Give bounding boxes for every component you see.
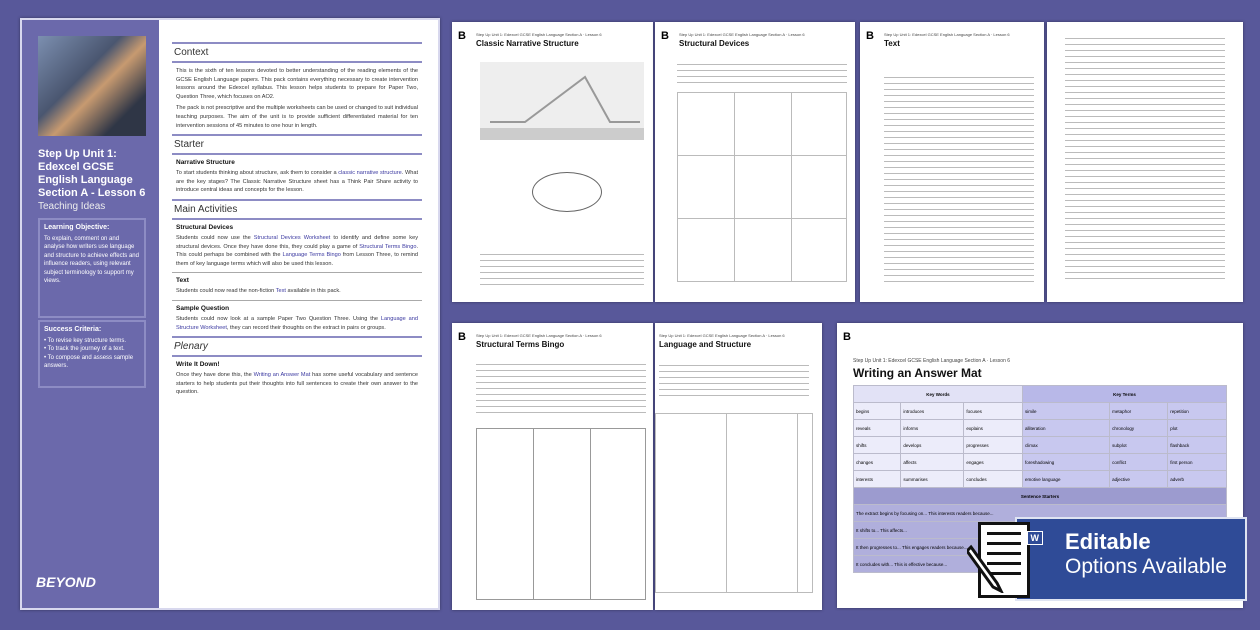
bingo-word-list — [476, 363, 646, 418]
key-term-cell: subplot — [1110, 437, 1168, 454]
key-word-cell: changes — [854, 454, 901, 471]
starter-heading: Starter — [172, 134, 422, 155]
bingo-grid — [476, 428, 646, 600]
thumb-title: Classic Narrative Structure — [476, 39, 579, 48]
key-term-cell: emotive language — [1022, 471, 1109, 488]
key-word-cell: summarises — [901, 471, 964, 488]
thumb-title: Text — [884, 39, 900, 48]
key-term-cell: repetition — [1168, 403, 1227, 420]
mat-row — [854, 403, 1227, 420]
thumb-header: Step Up Unit 1: Edexcel GCSE English Language Section A · Lesson 6 — [884, 32, 1010, 37]
plenary-subheading: Write It Down! — [176, 361, 220, 369]
thumb-header: Step Up Unit 1: Edexcel GCSE English Language Section A · Lesson 6 — [476, 333, 602, 338]
key-word-cell: shifts — [854, 437, 901, 454]
criteria-item: • To revise key structure terms. — [44, 337, 127, 344]
lesson-plan-page — [20, 18, 440, 610]
criteria-item: • To compose and assess sample answers. — [44, 354, 134, 369]
key-word-cell: develops — [901, 437, 964, 454]
success-criteria-box — [38, 320, 146, 388]
learning-objective-heading: Learning Objective: — [44, 224, 110, 231]
answer-mat-link[interactable]: Writing an Answer Mat — [253, 372, 311, 379]
sample-question-subheading: Sample Question — [176, 304, 230, 312]
sentence-starter: It shifts to... This affects... — [854, 522, 1227, 539]
text-lines — [659, 361, 809, 401]
key-word-cell: begins — [854, 403, 901, 420]
main-activities-heading: Main Activities — [172, 199, 422, 220]
plenary-heading: Plenary — [172, 336, 422, 357]
thumbnail-language-structure[interactable] — [655, 323, 822, 610]
key-term-cell: conflict — [1110, 454, 1168, 471]
key-term-cell: foreshadowing — [1022, 454, 1109, 471]
sample-question-text: Students could now look at a sample Paper Two Question Three. Using the Language and Structure Worksheet, they can record their thoughts on the extract in pairs or groups. — [176, 315, 418, 331]
thumbnail-text[interactable] — [860, 22, 1044, 302]
thumbnail-structural-devices[interactable] — [655, 22, 855, 302]
key-term-cell: simile — [1022, 403, 1109, 420]
structural-bingo-link[interactable]: Structural Terms Bingo — [359, 243, 417, 250]
language-structure-link[interactable]: Language and Structure Worksheet — [176, 315, 418, 331]
mat-header: Step Up Unit 1: Edexcel GCSE English Language Section A · Lesson 6 — [853, 358, 1011, 364]
mat-title: Writing an Answer Mat — [853, 366, 982, 380]
word-icon: W — [1027, 531, 1044, 545]
beyond-b-icon: B — [458, 331, 466, 343]
text-lines — [884, 72, 1034, 287]
key-word-cell: focuses — [964, 403, 1023, 420]
text-lines — [677, 62, 847, 88]
learning-objective-box — [38, 218, 146, 318]
language-bingo-link[interactable]: Language Terms Bingo — [282, 252, 341, 259]
badge-line-2: Options Available — [1065, 555, 1227, 578]
text-lines — [1065, 34, 1225, 284]
lesson-content — [172, 38, 422, 400]
classic-narrative-link[interactable]: classic narrative structure — [338, 170, 402, 177]
starter-subheading: Narrative Structure — [176, 159, 235, 167]
beyond-b-icon: B — [866, 30, 874, 42]
text-activity: Students could now read the non-fiction Text available in this pack. — [176, 288, 341, 295]
key-term-cell: plot — [1168, 420, 1227, 437]
key-term-cell: alliteration — [1022, 420, 1109, 437]
key-words-heading: Key Words — [854, 386, 1023, 403]
key-terms-heading: Key Terms — [1022, 386, 1226, 403]
thumb-title: Language and Structure — [659, 340, 752, 349]
sentence-starter: It then progresses to... This engages readers because... — [854, 539, 1227, 556]
structural-devices-text: Students could now use the Structural Devices Worksheet to identify and define some key structural devices. Once they have done this, they could play a game of Structural Terms Bingo. This could perhaps be combined with the Language Terms Bingo from Lesson Three, to remind them of key language terms which will also be used this lesson. — [176, 234, 419, 267]
key-word-cell: explains — [964, 420, 1023, 437]
lesson-subtitle: Teaching Ideas — [38, 201, 106, 212]
key-word-cell: interests — [854, 471, 901, 488]
key-word-cell: reveals — [854, 420, 901, 437]
editable-options-badge[interactable] — [1015, 517, 1247, 601]
mat-row — [854, 471, 1227, 488]
key-term-cell: flashback — [1168, 437, 1227, 454]
mat-row — [854, 437, 1227, 454]
learning-objective-text: To explain, comment on and analyse how writers use language and structure to achieve effects and influence readers, using relevant subject terminology to support my views. — [44, 235, 139, 284]
thumbnail-text-continued[interactable] — [1047, 22, 1243, 302]
thumbnail-structural-bingo[interactable] — [452, 323, 653, 610]
criteria-item: • To track the journey of a text. — [44, 346, 125, 352]
narrative-diagram — [480, 62, 644, 140]
sentence-starter: It concludes with... This is effective because... — [854, 556, 1227, 573]
devices-table — [677, 92, 847, 282]
context-paragraph: The pack is not prescriptive and the multiple worksheets can be used or changed to suit individual teaching purposes. The aim of the unit is to provide sufficient differentiated material for ten intervention sessions of 45 minutes to one hour in length. — [176, 105, 418, 129]
edit-document-icon — [978, 522, 1039, 598]
divider — [172, 272, 422, 273]
key-word-cell: affects — [901, 454, 964, 471]
key-word-cell: engages — [964, 454, 1023, 471]
lesson-title: Step Up Unit 1: Edexcel GCSE English Language Section A - Lesson 6 — [38, 148, 146, 199]
key-term-cell: metaphor — [1110, 403, 1168, 420]
thought-cloud — [532, 172, 602, 212]
key-word-cell: informs — [901, 420, 964, 437]
plenary-text: Once they have done this, the Writing an Answer Mat has some useful vocabulary and sentence starters to help students put their thoughts into full sentences to create their own answer to the question. — [176, 372, 418, 396]
badge-line-1: Editable — [1065, 529, 1151, 554]
student-writing-photo — [38, 36, 146, 136]
beyond-logo: BEYOND — [36, 574, 96, 590]
analysis-table — [655, 413, 813, 593]
starter-text: To start students thinking about structure, ask them to consider a classic narrative structure. What are the key stages? The Classic Narrative Structure sheet has a Think Pair Share activity to introduce central ideas and concepts for the lesson. — [176, 170, 418, 194]
context-heading: Context — [172, 42, 422, 63]
text-link[interactable]: Text — [275, 288, 286, 295]
thumb-header: Step Up Unit 1: Edexcel GCSE English Language Section A · Lesson 6 — [476, 32, 602, 37]
sentence-starters-heading: Sentence Starters — [854, 488, 1227, 505]
beyond-b-icon: B — [661, 30, 669, 42]
lesson-sidebar — [22, 20, 159, 608]
beyond-b-icon: B — [458, 30, 466, 42]
key-term-cell: adjective — [1110, 471, 1168, 488]
thumb-header: Step Up Unit 1: Edexcel GCSE English Language Section A · Lesson 6 — [659, 333, 785, 338]
thumbnail-narrative-structure[interactable] — [452, 22, 653, 302]
key-term-cell: chronology — [1110, 420, 1168, 437]
thumb-header: Step Up Unit 1: Edexcel GCSE English Language Section A · Lesson 6 — [679, 32, 805, 37]
mat-row — [854, 420, 1227, 437]
key-word-cell: progresses — [964, 437, 1023, 454]
key-term-cell: climax — [1022, 437, 1109, 454]
key-term-cell: first person — [1168, 454, 1227, 471]
key-word-cell: concludes — [964, 471, 1023, 488]
thumb-title: Structural Devices — [679, 39, 750, 48]
text-subheading: Text — [176, 277, 189, 285]
success-criteria-heading: Success Criteria: — [44, 326, 102, 333]
divider — [172, 300, 422, 301]
beyond-b-icon: B — [843, 331, 851, 343]
structural-devices-link[interactable]: Structural Devices Worksheet — [253, 234, 331, 241]
sentence-starter: The extract begins by focusing on... This interests readers because... — [854, 505, 1227, 522]
pencil-icon — [967, 543, 1007, 593]
mat-row — [854, 454, 1227, 471]
thumb-title: Structural Terms Bingo — [476, 340, 565, 349]
key-term-cell: adverb — [1168, 471, 1227, 488]
context-paragraph: This is the sixth of ten lessons devoted to better understanding of the reading elements of the GCSE English Language papers. This pack contains everything necessary to create intervention lessons around the Edexcel syllabus. This lesson helps students to prepare for Paper Two, Question Three, which focuses on AO2. — [176, 68, 418, 100]
text-lines — [480, 254, 644, 290]
key-word-cell: introduces — [901, 403, 964, 420]
structural-devices-subheading: Structural Devices — [176, 223, 234, 231]
